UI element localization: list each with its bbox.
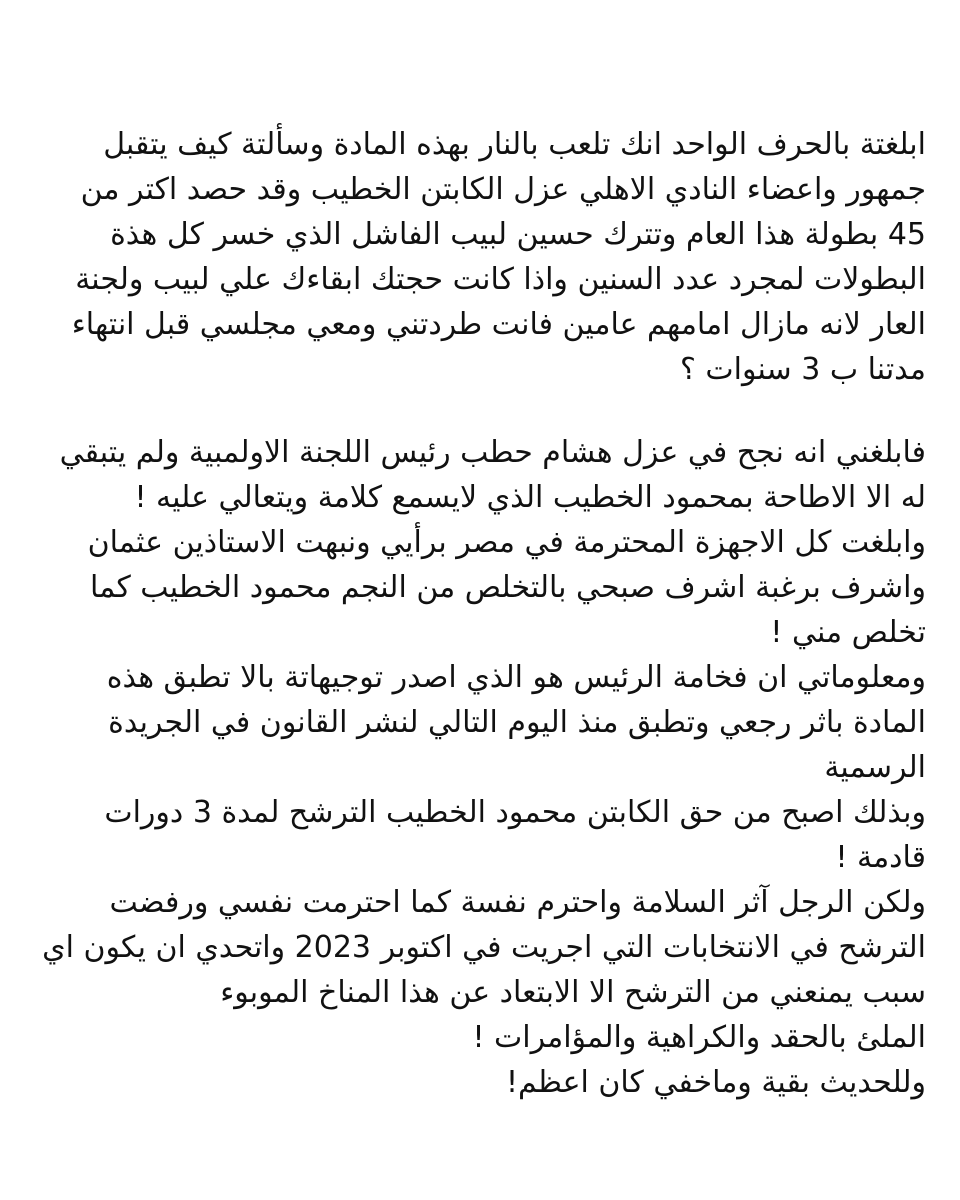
text-line: ولكن الرجل آثر السلامة واحترم نفسة كما احترمت نفسي ورفضت [109,885,926,920]
text-line: ومعلوماتي ان فخامة الرئيس هو الذي اصدر توجيهاتة بالا تطبق هذه [106,660,926,695]
text-line: الترشح في الانتخابات التي اجريت في اكتوبر 2023 واتحدي ان يكون اي [42,930,926,965]
text-line: واشرف برغبة اشرف صبحي بالتخلص من النجم محمود الخطيب كما [89,570,926,605]
paragraph-1 [26,122,926,392]
text-line: تخلص مني ! [770,615,926,650]
text-line: المادة باثر رجعي وتطبق منذ اليوم التالي لنشر القانون في الجريدة [108,705,926,740]
text-line: وبذلك اصبح من حق الكابتن محمود الخطيب الترشح لمدة 3 دورات [104,795,926,830]
text-line: البطولات لمجرد عدد السنين واذا كانت حجتك ابقاءك علي لبيب ولجنة [75,262,926,297]
text-line: الملئ بالحقد والكراهية والمؤامرات ! [472,1020,926,1055]
text-line: وابلغت كل الاجهزة المحترمة في مصر برأيي ونبهت الاستاذين عثمان [87,525,926,560]
text-line: قادمة ! [835,840,926,875]
text-line: ابلغتة بالحرف الواحد انك تلعب بالنار بهذه المادة وسألتة كيف يتقبل [103,127,926,162]
text-line: سبب يمنعني من الترشح الا الابتعاد عن هذا المناخ الموبوء [220,975,926,1010]
paragraph-2 [26,430,926,1105]
text-line: فابلغني انه نجح في عزل هشام حطب رئيس اللجنة الاولمبية ولم يتبقي [59,435,926,470]
text-line: العار لانه مازال امامهم عامين فانت طردتني ومعي مجلسي قبل انتهاء [71,307,926,342]
text-line: 45 بطولة هذا العام وتترك حسين لبيب الفاشل الذي خسر كل هذة [110,217,926,252]
text-line: له الا الاطاحة بمحمود الخطيب الذي لايسمع كلامة ويتعالي عليه ! [134,480,926,515]
text-line: مدتنا ب 3 سنوات ؟ [679,352,926,387]
text-line: وللحديث بقية وماخفي كان اعظم! [506,1065,926,1100]
text-line: الرسمية [824,750,926,785]
text-line: جمهور واعضاء النادي الاهلي عزل الكابتن الخطيب وقد حصد اكتر من [80,172,926,207]
